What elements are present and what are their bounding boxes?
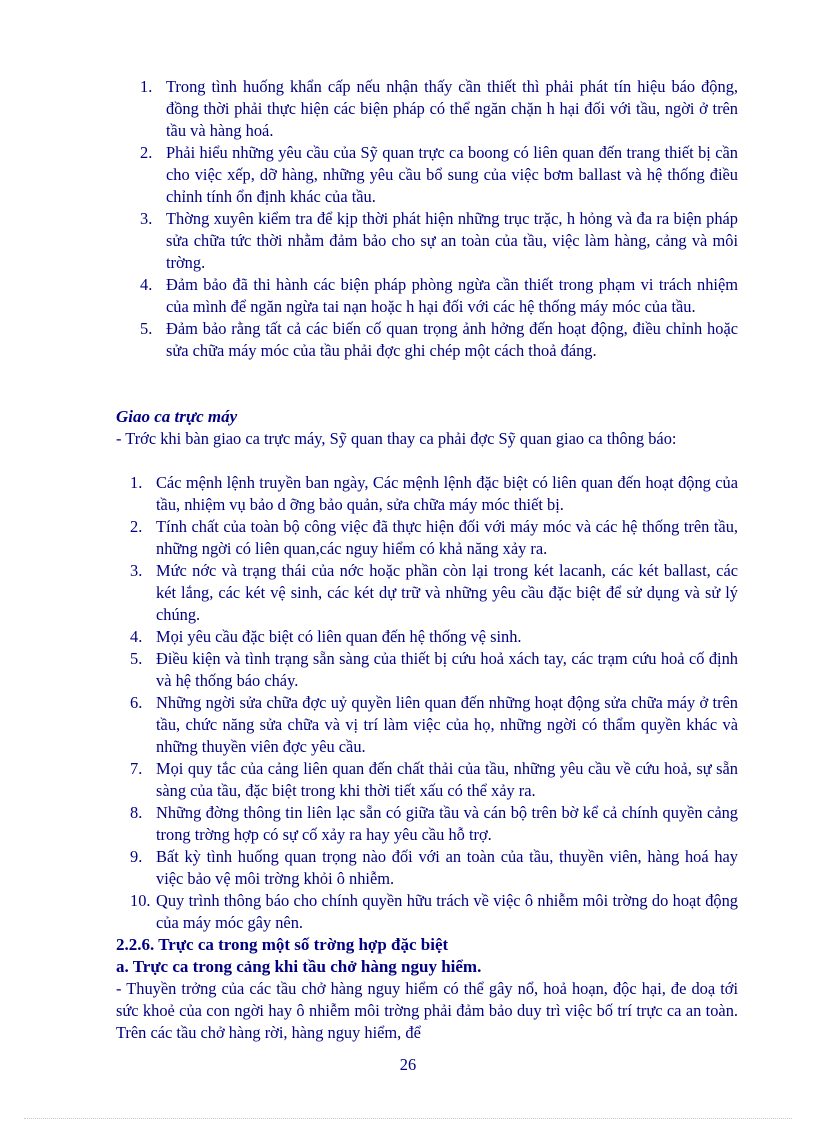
list-item-text: Đảm bảo đã thi hành các biện pháp phòng ngừa cần thiết trong phạm vi trách nhiệm của mình để ngăn ngừa tai nạn hoặc h hại đối với các hệ thống máy móc của tầu. — [166, 275, 738, 316]
list-item-number: 4. — [140, 275, 153, 294]
list-item-text: Tính chất của toàn bộ công việc đã thực hiện đối với máy móc và các hệ thống trên tầu, những ngời có liên quan,các nguy hiểm có khả năng xảy ra. — [156, 517, 738, 558]
engine-watch-duties-list — [116, 76, 738, 362]
list-item — [116, 472, 738, 516]
list-item — [116, 274, 738, 318]
list-item-text: Đảm bảo rằng tất cả các biến cố quan trọng ảnh hởng đến hoạt động, điều chỉnh hoặc sửa chữa máy móc của tầu phải đợc ghi chép một cách thoả đáng. — [166, 319, 738, 360]
list-item — [116, 626, 738, 648]
list-item-number: 8. — [130, 803, 143, 822]
list-item — [116, 846, 738, 890]
section-heading-special-watch: 2.2.6. Trực ca trong một số trờng hợp đặc biệt — [116, 935, 449, 954]
list-item-number: 7. — [130, 759, 143, 778]
list-item-text: Những đờng thông tin liên lạc sẵn có giữa tầu và cán bộ trên bờ kể cả chính quyền cảng trong trờng hợp có sự cố xảy ra hay yêu cầu hỗ trợ. — [156, 803, 738, 844]
list-item-number: 3. — [130, 561, 143, 580]
list-item-number: 2. — [130, 517, 143, 536]
list-item-text: Phải hiểu những yêu cầu của Sỹ quan trực ca boong có liên quan đến trang thiết bị cần cho việc xếp, dỡ hàng, những yêu cầu bổ sung của việc bơm ballast và hệ thống điều chỉnh tính ổn định khác của tầu. — [166, 143, 738, 206]
subsection-heading-dangerous-cargo: a. Trực ca trong cảng khi tầu chở hàng nguy hiểm. — [116, 957, 482, 976]
list-item — [116, 76, 738, 142]
handover-items-list — [116, 472, 738, 934]
list-item-text: Mọi quy tắc của cảng liên quan đến chất thải của tầu, những yêu cầu về cứu hoả, sự sẵn sàng của tầu, đặc biệt trong khi thời tiết xấu có thể xảy ra. — [156, 759, 738, 800]
list-item-number: 1. — [140, 77, 153, 96]
list-item — [116, 802, 738, 846]
list-item — [116, 516, 738, 560]
list-item — [116, 208, 738, 274]
list-item-text: Thờng xuyên kiểm tra để kịp thời phát hiện những trục trặc, h hỏng và đa ra biện pháp sửa chữa tức thời nhằm đảm bảo cho sự an toàn của tầu, việc làm hàng, cảng và môi trờng. — [166, 209, 738, 272]
handover-intro-paragraph: - Trớc khi bàn giao ca trực máy, Sỹ quan thay ca phải đợc Sỹ quan giao ca thông báo: — [116, 429, 677, 448]
list-item-text: Những ngời sửa chữa đợc uỷ quyền liên quan đến những hoạt động sửa chữa máy ở trên tầu, chức năng sửa chữa và vị trí làm việc của họ, những ngời có thẩm quyền khác và những thuyền viên đợc yêu cầu. — [156, 693, 738, 756]
list-item-text: Điều kiện và tình trạng sẵn sàng của thiết bị cứu hoả xách tay, các trạm cứu hoả cố định và hệ thống báo cháy. — [156, 649, 738, 690]
list-item-text: Trong tình huống khẩn cấp nếu nhận thấy cần thiết thì phải phát tín hiệu báo động, đồng thời phải thực hiện các biện pháp có thể ngăn chặn h hại đối với tầu, ngời ở trên tầu và hàng hoá. — [166, 77, 738, 140]
list-item-number: 6. — [130, 693, 143, 712]
list-item — [116, 318, 738, 362]
section-heading-handover: Giao ca trực máy — [116, 407, 238, 426]
list-item-number: 9. — [130, 847, 143, 866]
list-item — [116, 142, 738, 208]
list-item — [116, 890, 738, 934]
list-item — [116, 758, 738, 802]
list-item-number: 10. — [130, 891, 151, 910]
list-item-text: Bất kỳ tình huống quan trọng nào đối với an toàn của tầu, thuyền viên, hàng hoá hay việc bảo vệ môi trờng khỏi ô nhiễm. — [156, 847, 738, 888]
list-item — [116, 648, 738, 692]
dangerous-cargo-paragraph: - Thuyền trởng của các tầu chở hàng nguy hiểm có thể gây nổ, hoả hoạn, độc hại, đe doạ tới sức khoẻ của con ngời hay ô nhiễm môi trờng phải đảm bảo duy trì việc bố trí trực ca an toàn. Trên các tầu chở hàng rời, hàng nguy hiểm, để — [116, 979, 738, 1042]
page-bottom-divider — [24, 1118, 792, 1119]
list-item-number: 2. — [140, 143, 153, 162]
list-item-number: 5. — [140, 319, 153, 338]
list-item — [116, 692, 738, 758]
list-item-text: Mức nớc và trạng thái của nớc hoặc phần còn lại trong két lacanh, các két ballast, các két lắng, các két vệ sinh, các két dự trữ và những yêu cầu đặc biệt để sử dụng và sử lý chúng. — [156, 561, 738, 624]
page-number: 26 — [399, 1055, 417, 1074]
list-item-text: Mọi yêu cầu đặc biệt có liên quan đến hệ thống vệ sinh. — [156, 627, 522, 646]
list-item-text: Quy trình thông báo cho chính quyền hữu trách về việc ô nhiễm môi trờng do hoạt động của máy móc gây nên. — [156, 891, 738, 932]
list-item-number: 3. — [140, 209, 153, 228]
list-item-number: 5. — [130, 649, 143, 668]
list-item-number: 4. — [130, 627, 143, 646]
list-item-number: 1. — [130, 473, 143, 492]
list-item-text: Các mệnh lệnh truyền ban ngày, Các mệnh lệnh đặc biệt có liên quan đến hoạt động của tầu, nhiệm vụ bảo d ỡng bảo quản, sửa chữa máy móc thiết bị. — [156, 473, 738, 514]
list-item — [116, 560, 738, 626]
